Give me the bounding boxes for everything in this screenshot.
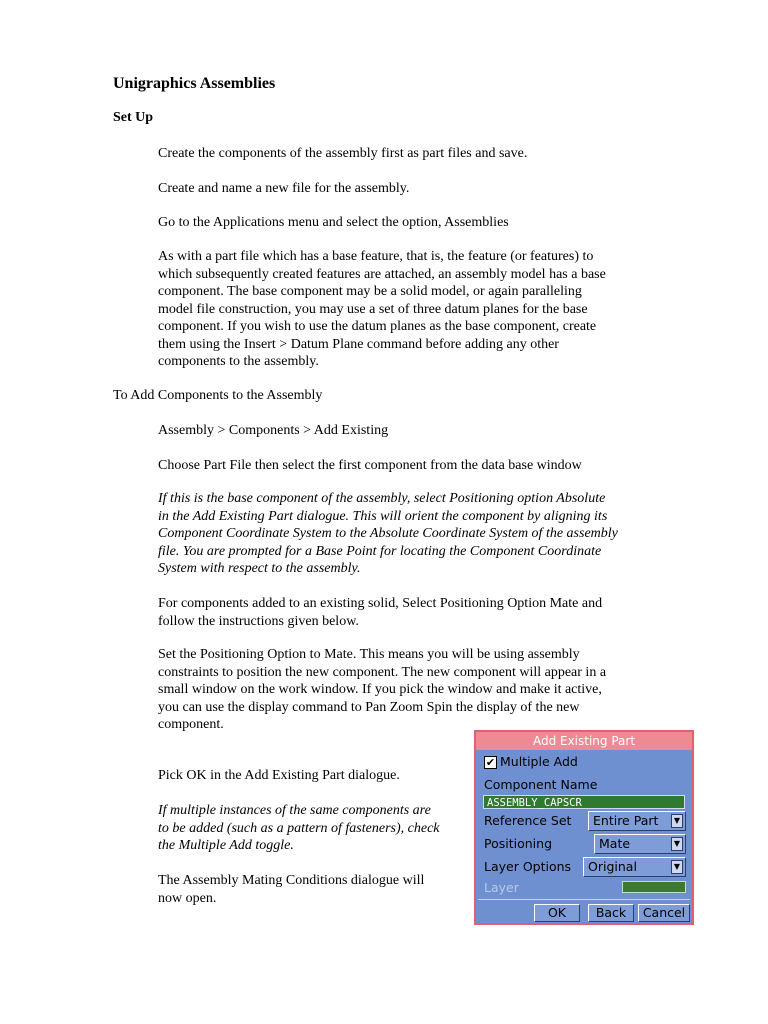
layer-field[interactable] [622, 881, 686, 893]
text-line: to be added (such as a pattern of fasteners), check [158, 820, 440, 836]
paragraph-base-positioning [158, 490, 618, 578]
reference-set-select[interactable] [588, 811, 686, 831]
paragraph-mate-option [158, 646, 606, 734]
layer-label: Layer [484, 880, 519, 895]
paragraph-create-components: Create the components of the assembly first as part files and save. [158, 146, 528, 161]
page-title: Unigraphics Assemblies [113, 75, 276, 92]
paragraph-create-file: Create and name a new file for the assembly. [158, 181, 410, 196]
text-line: If this is the base component of the assembly, select Positioning option Absolute [158, 491, 606, 506]
text-line: them using the Insert > Datum Plane command before adding any other [158, 336, 559, 352]
text-line: component. [158, 717, 224, 732]
text-line: component. If you wish to use the datum planes as the base component, create [158, 319, 597, 334]
positioning-label: Positioning [484, 836, 552, 851]
text-line: Set the Positioning Option to Mate. This means you will be using assembly [158, 647, 580, 662]
text-line: component. The base component may be a solid model, or again paralleling [158, 284, 582, 299]
paragraph-multiple-instances [158, 802, 440, 855]
text-line: file. You are prompted for a Base Point for locating the Component Coordinate [158, 543, 602, 559]
positioning-select[interactable] [594, 834, 686, 854]
text-line: you can use the display command to Pan Zoom Spin the display of the new [158, 699, 580, 715]
add-components-heading: To Add Components to the Assembly [113, 388, 323, 403]
paragraph-choose-part-file: Choose Part File then select the first component from the data base window [158, 458, 582, 473]
paragraph-existing-solid [158, 595, 602, 630]
divider [478, 899, 690, 900]
paragraph-base-component [158, 248, 606, 371]
add-existing-part-dialog [474, 730, 694, 925]
text-line: System with respect to the assembly. [158, 561, 361, 576]
multiple-add-label: Multiple Add [500, 754, 578, 769]
dropdown-arrow-icon: ▼ [671, 814, 683, 828]
component-name-field[interactable]: ASSEMBLY_CAPSCR [483, 795, 685, 809]
ok-button[interactable]: OK [534, 904, 580, 922]
dropdown-arrow-icon: ▼ [671, 860, 683, 874]
text-line: model file construction, you may use a set of three datum planes for the base [158, 301, 588, 317]
reference-set-label: Reference Set [484, 813, 572, 828]
text-line: As with a part file which has a base feature, that is, the feature (or features) to [158, 249, 594, 264]
text-line: follow the instructions given below. [158, 613, 359, 629]
text-line: For components added to an existing solid, Select Positioning Option Mate and [158, 596, 603, 611]
text-line: now open. [158, 890, 217, 906]
paragraph-mating-dialogue [158, 872, 424, 907]
back-button[interactable]: Back [588, 904, 634, 922]
text-line: in the Add Existing Part dialogue. This will orient the component by aligning its [158, 508, 608, 524]
text-line: If multiple instances of the same components are [158, 803, 431, 818]
text-line: Component Coordinate System to the Absolute Coordinate System of the assembly [158, 526, 618, 541]
text-line: constraints to position the new component. The new component will appear in a [158, 664, 607, 680]
paragraph-applications-menu: Go to the Applications menu and select the option, Assemblies [158, 215, 509, 230]
paragraph-pick-ok: Pick OK in the Add Existing Part dialogue. [158, 768, 400, 783]
layer-options-select[interactable] [583, 857, 686, 877]
text-line: which subsequently created features are attached, an assembly model has a base [158, 266, 606, 282]
cancel-button[interactable]: Cancel [638, 904, 690, 922]
paragraph-menu-path: Assembly > Components > Add Existing [158, 423, 389, 438]
reference-set-value: Entire Part [593, 813, 659, 828]
text-line: components to the assembly. [158, 354, 319, 369]
component-name-label: Component Name [484, 777, 598, 792]
layer-options-label: Layer Options [484, 859, 572, 874]
positioning-value: Mate [599, 836, 631, 851]
text-line: small window on the work window. If you pick the window and make it active, [158, 682, 602, 697]
dropdown-arrow-icon: ▼ [671, 837, 683, 851]
layer-options-value: Original [588, 859, 637, 874]
multiple-add-checkbox[interactable]: ✔ [485, 756, 496, 769]
dialog-title: Add Existing Part [476, 732, 692, 750]
text-line: The Assembly Mating Conditions dialogue will [158, 873, 425, 888]
setup-heading: Set Up [113, 110, 154, 125]
text-line: the Multiple Add toggle. [158, 838, 294, 853]
